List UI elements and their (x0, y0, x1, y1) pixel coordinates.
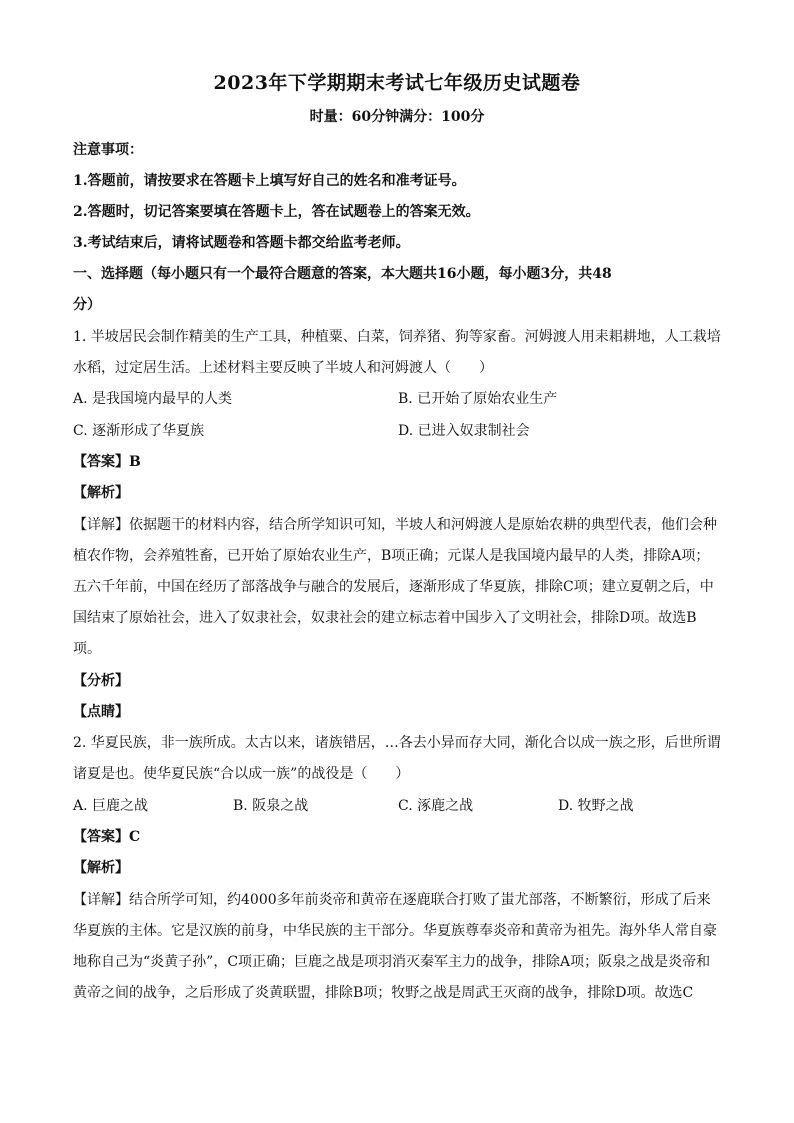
question-1-detail: 国结束了原始社会，进入了奴隶社会，奴隶社会的建立标志着中国步入了文明社会，排除D项。故选B (73, 610, 697, 626)
exam-duration-score: 时量：60分钟满分：100分 (309, 109, 485, 125)
question-1-stem: 1. 半坡居民会制作精美的生产工具，种植粟、白菜，饲养猪、狗等家畜。河姆渡人用耒耜耕地，人工栽培 (73, 329, 721, 345)
question-2-detail: 黄帝之间的战争，之后形成了炎黄联盟，排除B项；牧野之战是周武王灭商的战争，排除D项。故选C (73, 985, 694, 1001)
note-item: 3.考试结束后，请将试题卷和答题卡都交给监考老师。 (73, 235, 410, 251)
question-2-option-a: A. 巨鹿之战 (73, 798, 149, 814)
question-1-detail: 植农作物，会养殖牲畜，已开始了原始农业生产，B项正确；元谋人是我国境内最早的人类，排除A项； (73, 548, 710, 564)
question-1-detail: 【详解】依据题干的材料内容，结合所学知识可知，半坡人和河姆渡人是原始农耕的典型代表，他们会种 (73, 517, 717, 533)
question-2-detail: 地称自己为“炎黄子孙”，C项正确；巨鹿之战是项羽消灭秦军主力的战争，排除A项；阪泉之战是炎帝和 (73, 954, 711, 970)
question-2-analysis-label: 【解析】 (73, 860, 129, 876)
notes-heading: 注意事项： (73, 142, 143, 158)
question-1-option-c: C. 逐渐形成了华夏族 (73, 423, 205, 439)
question-1-dianjing-label: 【点睛】 (73, 704, 129, 720)
question-1-answer: 【答案】B (73, 454, 141, 470)
question-2-option-b: B. 阪泉之战 (233, 798, 309, 814)
page-title: 2023年下学期期末考试七年级历史试题卷 (213, 72, 581, 94)
question-2-stem-cont: 诸夏是也。使华夏民族“合以成一族”的战役是（ ） (73, 766, 410, 782)
question-2-option-c: C. 涿鹿之战 (398, 798, 474, 814)
note-item: 1.答题前，请按要求在答题卡上填写好自己的姓名和准考证号。 (73, 173, 466, 189)
note-item: 2.答题时，切记答案要填在答题卡上，答在试题卷上的答案无效。 (73, 204, 480, 220)
question-2-stem: 2. 华夏民族，非一族所成。太古以来，诸族错居，…各去小异而存大同，渐化合以成一族之形，后世所谓 (73, 735, 721, 751)
section-heading: 一、选择题（每小题只有一个最符合题意的答案，本大题共16小题，每小题3分，共48 (73, 266, 612, 282)
question-1-detail: 五六千年前，中国在经历了部落战争与融合的发展后，逐渐形成了华夏族，排除C项；建立夏朝之后，中 (73, 579, 714, 595)
question-2-detail: 【详解】结合所学可知，约4000多年前炎帝和黄帝在逐鹿联合打败了蚩尤部落，不断繁衍，形成了后来 (73, 892, 711, 908)
question-1-fenxi-label: 【分析】 (73, 673, 129, 689)
question-1-option-b: B. 已开始了原始农业生产 (398, 391, 558, 407)
question-2-option-d: D. 牧野之战 (558, 798, 634, 814)
question-1-detail: 项。 (73, 641, 101, 657)
section-heading-cont: 分） (73, 297, 101, 313)
question-1-option-d: D. 已进入奴隶制社会 (398, 423, 530, 439)
question-2-answer: 【答案】C (73, 829, 141, 845)
question-1-option-a: A. 是我国境内最早的人类 (73, 391, 233, 407)
question-2-detail: 华夏族的主体。它是汉族的前身，中华民族的主干部分。华夏族尊奉炎帝和黄帝为祖先。海外华人常自豪 (73, 923, 717, 939)
question-1-stem-cont: 水稻，过定居生活。上述材料主要反映了半坡人和河姆渡人（ ） (73, 360, 493, 376)
question-1-analysis-label: 【解析】 (73, 485, 129, 501)
